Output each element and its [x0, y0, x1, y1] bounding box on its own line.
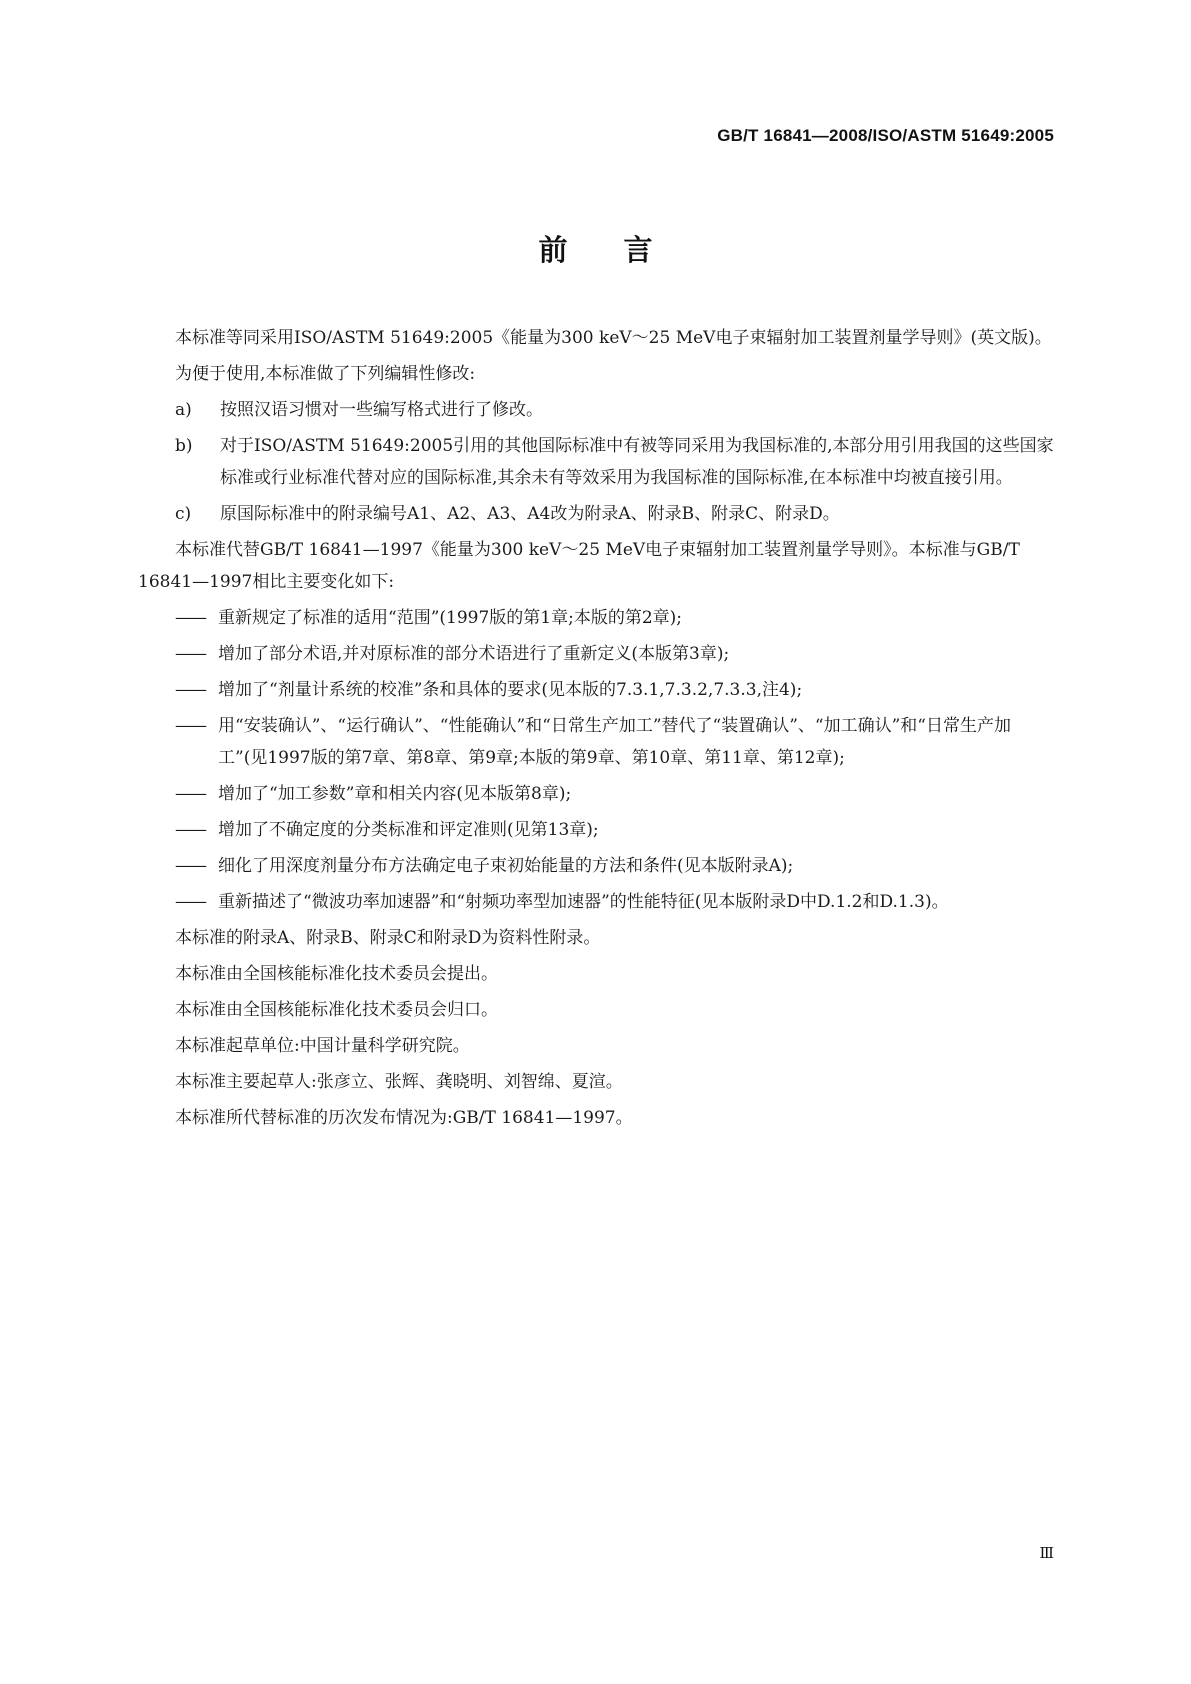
change-item-text: 重新规定了标准的适用“范围”(1997版的第1章;本版的第2章); — [218, 608, 682, 628]
dash-marker: —— — [175, 892, 205, 912]
list-item-text: 对于ISO/ASTM 51649:2005引用的其他国际标准中有被等同采用为我国标准的,本部分用引用我国的这些国家标准或行业标准代替对应的国际标准,其余未有等效采用为我国标准的国际标准,在本标准中均被直接引用。 — [220, 436, 1054, 488]
annex-paragraph: 本标准的附录A、附录B、附录C和附录D为资料性附录。 — [175, 928, 601, 948]
drafting-unit-paragraph: 本标准起草单位:中国计量科学研究院。 — [175, 1036, 470, 1056]
adoption-paragraph: 本标准等同采用ISO/ASTM 51649:2005《能量为300 keV～25 MeV电子束辐射加工装置剂量学导则》(英文版)。 — [175, 328, 1052, 348]
change-item-text: 细化了用深度剂量分布方法确定电子束初始能量的方法和条件(见本版附录A); — [218, 856, 794, 876]
change-item — [138, 674, 1056, 706]
dash-marker: —— — [175, 680, 205, 700]
dash-marker: —— — [175, 716, 205, 736]
change-item — [138, 710, 1056, 774]
change-item-text: 增加了“加工参数”章和相关内容(见本版第8章); — [218, 784, 572, 804]
change-item-text: 重新描述了“微波功率加速器”和“射频功率型加速器”的性能特征(见本版附录D中D.1.2和D.1.3)。 — [218, 892, 949, 912]
change-item-text: 增加了不确定度的分类标准和评定准则(见第13章); — [218, 820, 599, 840]
list-item-text: 原国际标准中的附录编号A1、A2、A3、A4改为附录A、附录B、附录C、附录D。 — [220, 504, 840, 524]
list-item — [138, 394, 1056, 426]
dash-marker: —— — [175, 608, 205, 628]
page-title: 前言 — [538, 233, 709, 267]
page-number: Ⅲ — [1039, 1544, 1054, 1562]
list-item — [138, 498, 1056, 530]
change-item — [138, 778, 1056, 810]
dash-marker: —— — [175, 820, 205, 840]
edit-intro-paragraph: 为便于使用,本标准做了下列编辑性修改: — [175, 364, 476, 384]
dash-marker: —— — [175, 856, 205, 876]
list-item-text: 按照汉语习惯对一些编写格式进行了修改。 — [220, 400, 543, 420]
centralized-paragraph: 本标准由全国核能标准化技术委员会归口。 — [175, 1000, 498, 1020]
replacement-paragraph: 本标准代替GB/T 16841—1997《能量为300 keV～25 MeV电子束辐射加工装置剂量学导则》。本标准与GB/T 16841—1997相比主要变化如下: — [138, 540, 1020, 592]
list-marker: b) — [175, 436, 193, 456]
change-item — [138, 638, 1056, 670]
change-item — [138, 814, 1056, 846]
list-marker: c) — [175, 504, 192, 524]
dash-marker: —— — [175, 784, 205, 804]
change-item-text: 增加了部分术语,并对原标准的部分术语进行了重新定义(本版第3章); — [218, 644, 730, 664]
proposer-paragraph: 本标准由全国核能标准化技术委员会提出。 — [175, 964, 498, 984]
list-marker: a) — [175, 400, 192, 420]
dash-marker: —— — [175, 644, 205, 664]
change-item-text: 用“安装确认”、“运行确认”、“性能确认”和“日常生产加工”替代了“装置确认”、“加工确认”和“日常生产加工”(见1997版的第7章、第8章、第9章;本版的第9章、第10章、第11章、第12章); — [218, 716, 1011, 768]
drafters-paragraph: 本标准主要起草人:张彦立、张辉、龚晓明、刘智绵、夏渲。 — [175, 1072, 623, 1092]
foreword-body — [138, 322, 1056, 1134]
standard-code-header: GB/T 16841—2008/ISO/ASTM 51649:2005 — [717, 126, 1054, 145]
list-item — [138, 430, 1056, 494]
change-item-text: 增加了“剂量计系统的校准”条和具体的要求(见本版的7.3.1,7.3.2,7.3.3,注4); — [218, 680, 803, 700]
change-item — [138, 886, 1056, 918]
history-paragraph: 本标准所代替标准的历次发布情况为:GB/T 16841—1997。 — [175, 1108, 633, 1128]
change-item — [138, 850, 1056, 882]
change-item — [138, 602, 1056, 634]
